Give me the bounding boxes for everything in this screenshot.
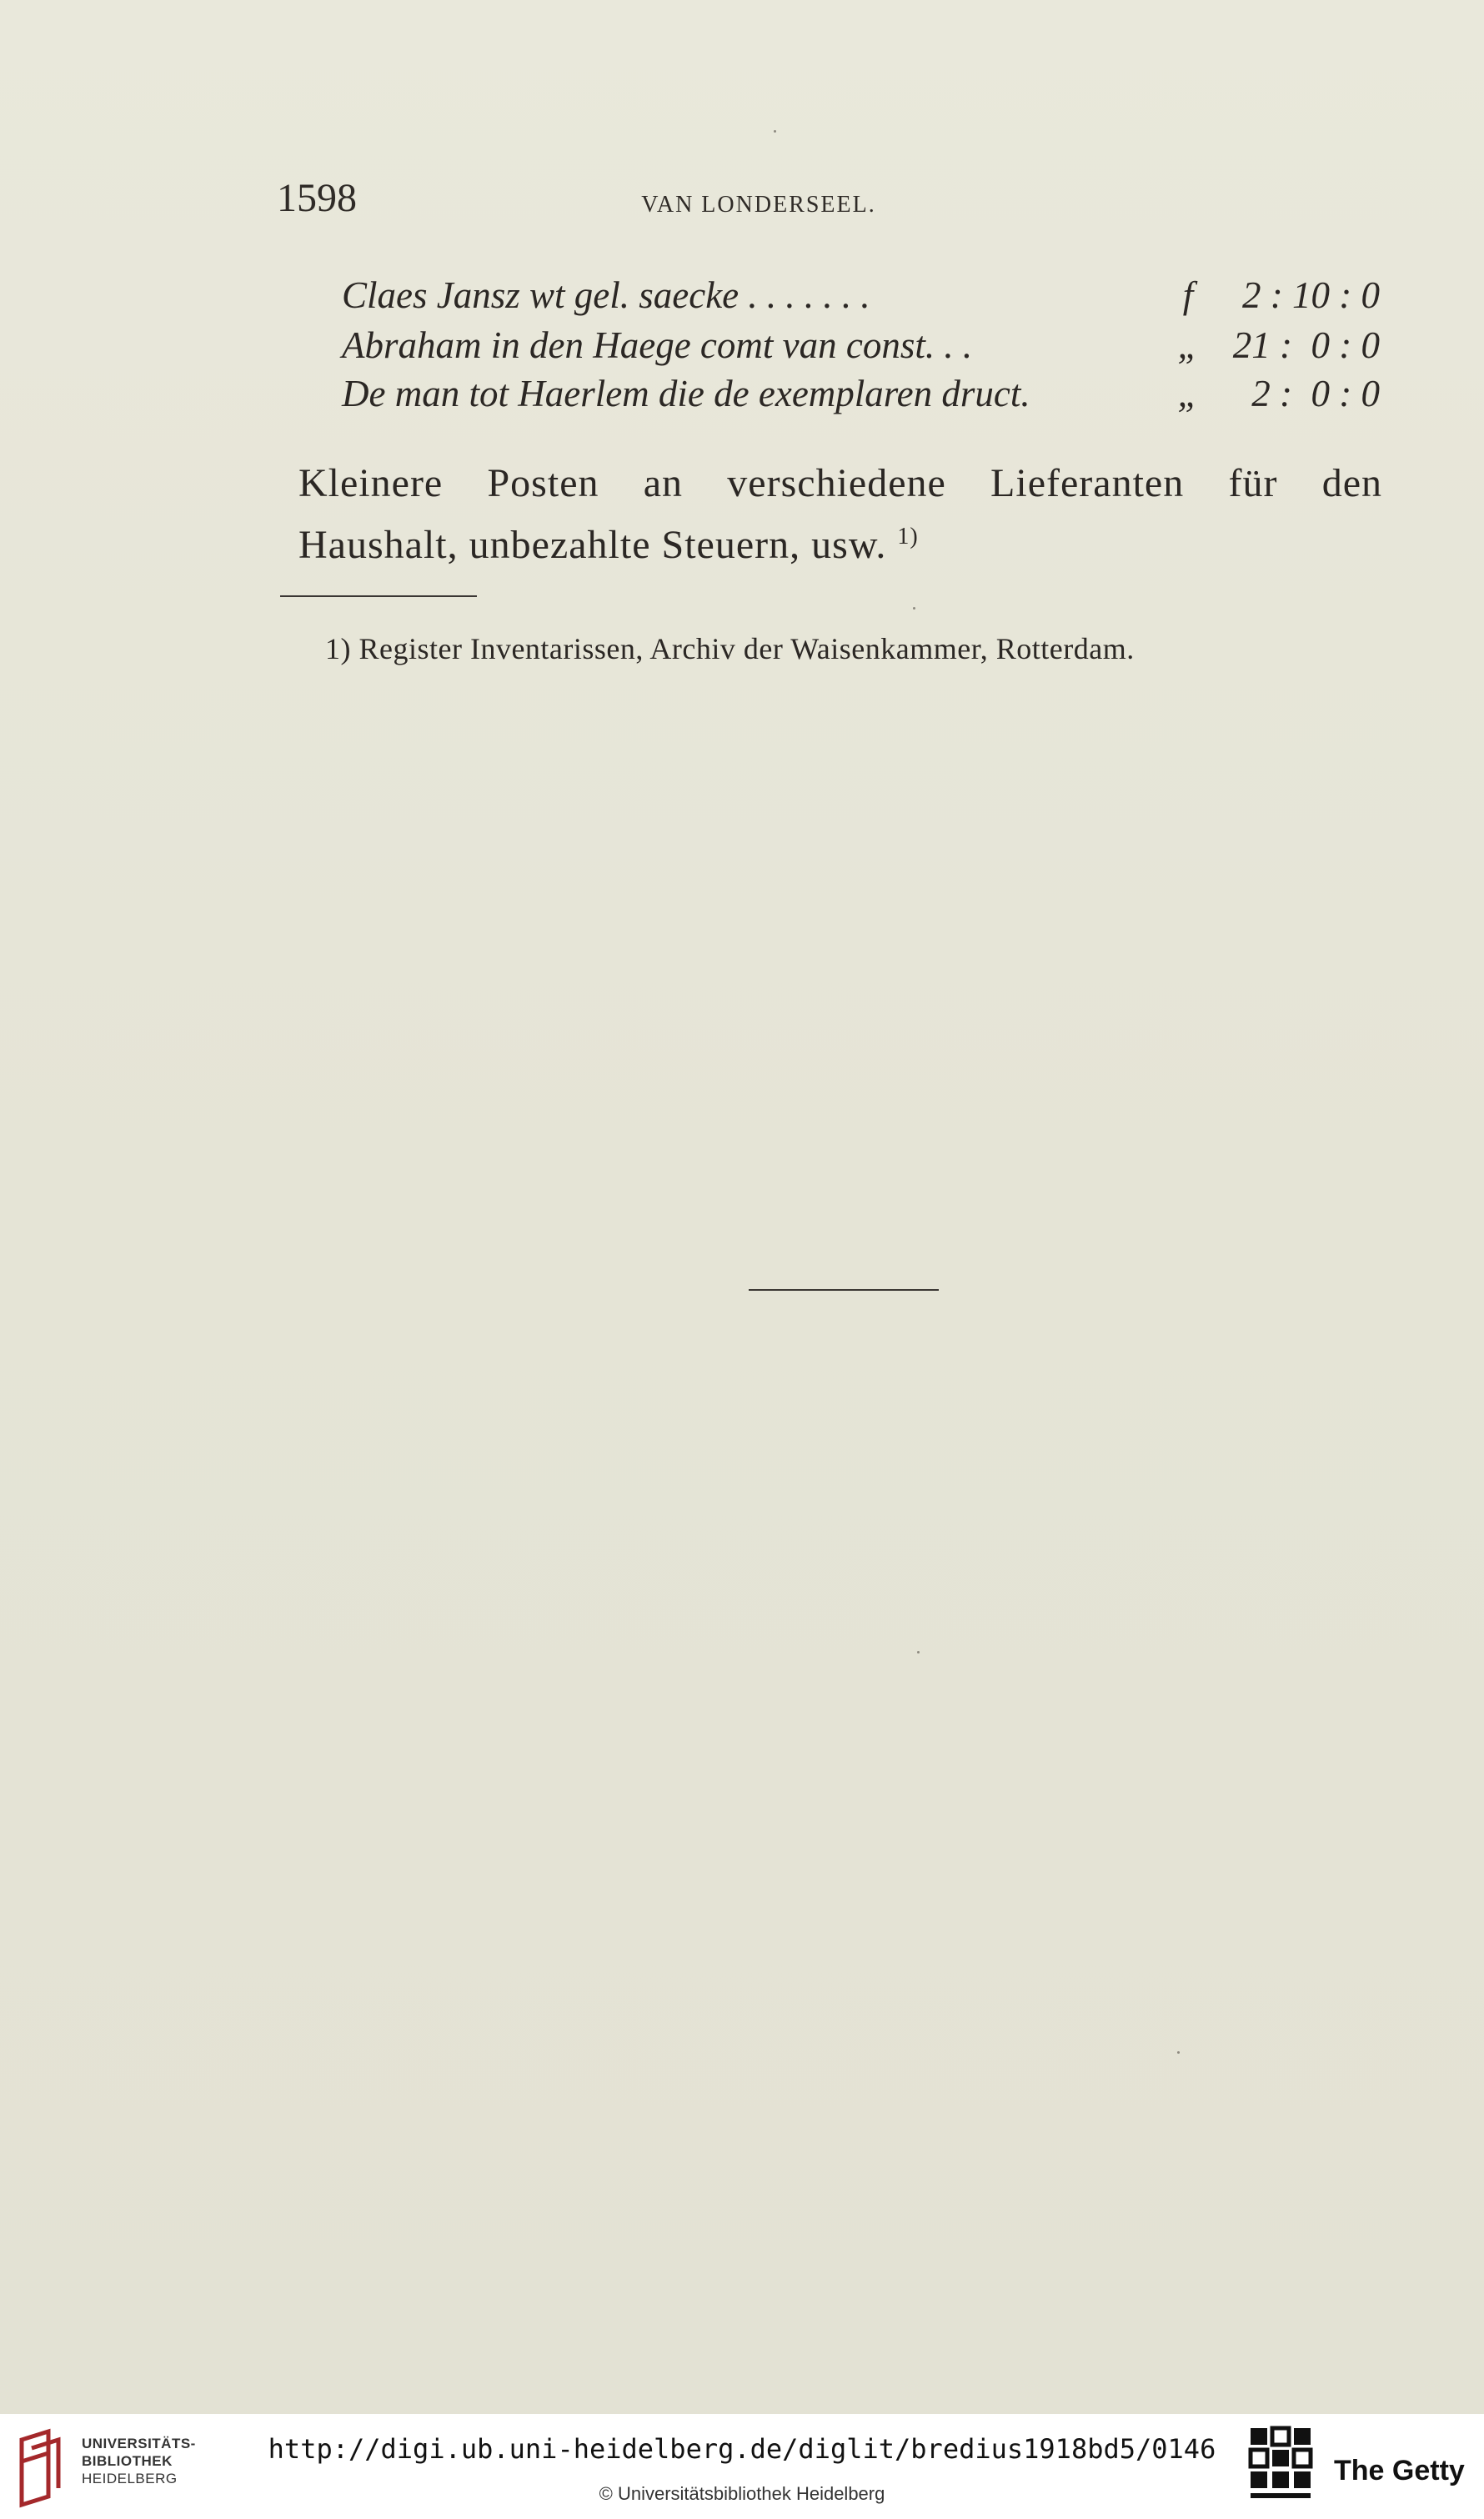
institution-line-2: BIBLIOTHEK xyxy=(82,2453,173,2469)
footnote-reference: 1) xyxy=(897,524,919,549)
end-rule xyxy=(749,1289,939,1291)
paragraph-line-2 xyxy=(298,510,1382,572)
permalink-url[interactable]: http://digi.ub.uni-heidelberg.de/diglit/bredius1918bd5/0146 xyxy=(268,2433,1216,2465)
paper-speck xyxy=(774,130,776,133)
entry-amount: 2 : 10 : 0 xyxy=(1242,274,1380,316)
institution-line-3: HEIDELBERG xyxy=(82,2471,178,2486)
running-title: VAN LONDERSEEL. xyxy=(641,192,876,218)
body-paragraph xyxy=(298,457,1382,572)
ledger-entry xyxy=(342,372,1380,419)
ledger-entry xyxy=(342,324,1380,370)
footnote-text: 1) Register Inventarissen, Archiv der Waisenkammer, Rotterdam. xyxy=(325,632,1135,665)
entry-amount: 21 : 0 : 0 xyxy=(1232,324,1380,366)
entry-currency: „ xyxy=(1177,373,1199,414)
entry-name: Abraham in den Haege comt van const. . . xyxy=(342,324,973,366)
paragraph-line-2-text: Haushalt, unbezahlte Steuern, usw. xyxy=(298,523,887,567)
entry-name: Claes Jansz wt gel. saecke . . . . . . . xyxy=(342,274,870,316)
getty-logo-icon xyxy=(1247,2425,1314,2515)
entry-currency: „ xyxy=(1177,324,1199,366)
ledger-entry xyxy=(342,273,1380,320)
paper-speck xyxy=(1177,2051,1180,2054)
entry-amount: 2 : 0 : 0 xyxy=(1251,373,1380,414)
entry-name: De man tot Haerlem die de exemplaren druct. xyxy=(342,373,1030,414)
paper-speck xyxy=(917,1651,920,1653)
copyright-notice: © Universitätsbibliothek Heidelberg xyxy=(599,2483,885,2504)
entry-currency: f xyxy=(1182,274,1194,316)
footnote-divider xyxy=(280,595,477,597)
page-number: 1598 xyxy=(277,176,357,220)
paper-speck xyxy=(913,607,915,610)
institution-line-1: UNIVERSITÄTS- xyxy=(82,2436,196,2451)
partner-name: The Getty xyxy=(1334,2455,1465,2486)
paragraph-line-1: Kleinere Posten an verschiedene Lieferanten für den xyxy=(298,461,1382,505)
